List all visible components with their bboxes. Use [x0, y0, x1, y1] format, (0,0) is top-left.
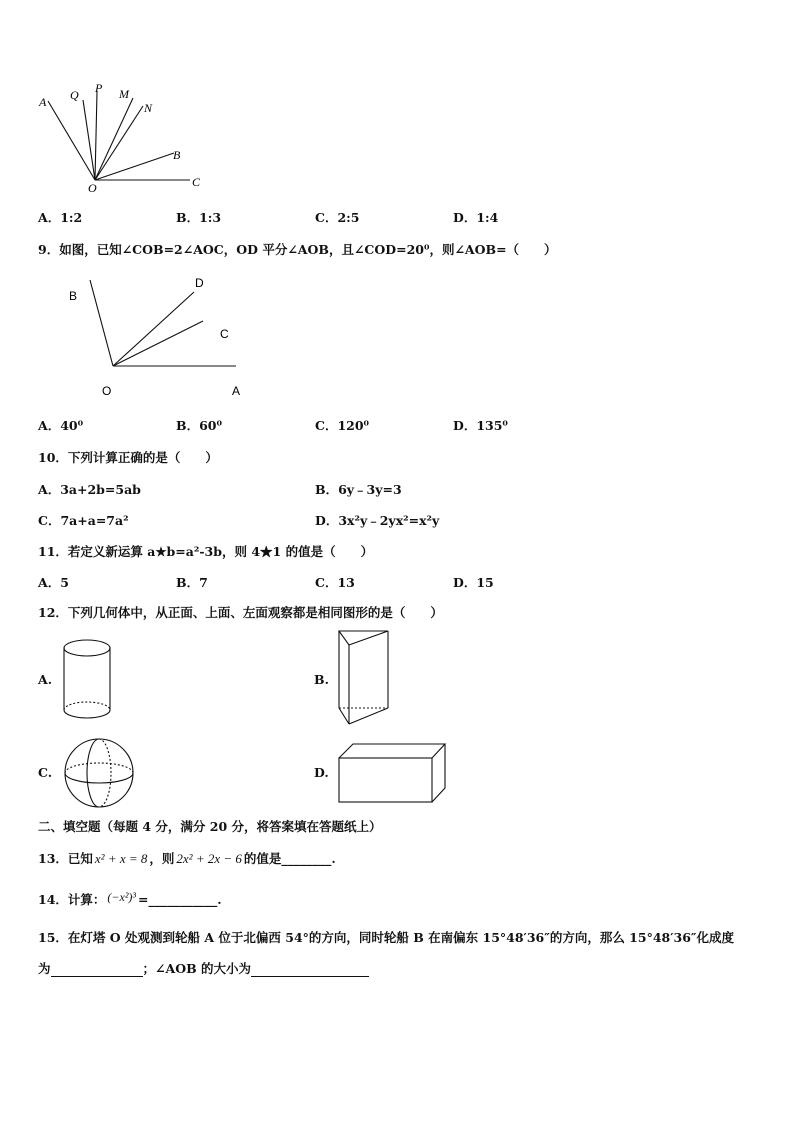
cuboid-figure	[337, 742, 449, 806]
label-P: P	[95, 81, 103, 95]
q11-stem: 11．若定义新运算 a★b=a²-3b，则 4★1 的值是（ ）	[38, 544, 374, 559]
q8-option-b[interactable]: B．1:3	[176, 210, 222, 225]
label-O: O	[88, 181, 97, 195]
q14-line	[38, 890, 222, 908]
q12-option-d[interactable]: D.	[314, 765, 329, 780]
label-C: C	[220, 327, 229, 341]
q11-option-b[interactable]: B．7	[176, 575, 208, 590]
label-Q: Q	[70, 88, 79, 102]
label-N: N	[144, 101, 153, 115]
angle-aob-answer-blank[interactable]	[251, 964, 369, 977]
ray-OP	[95, 92, 97, 180]
q14-expr: (−x²)³	[107, 890, 137, 904]
label-B: B	[69, 289, 78, 303]
q9-option-a[interactable]: A．40⁰	[38, 418, 84, 433]
q12-option-a[interactable]: A.	[38, 672, 53, 687]
label-B: B	[173, 148, 181, 162]
q8-angle-figure	[30, 78, 220, 198]
ray-OD	[113, 292, 194, 366]
label-O: O	[102, 384, 112, 398]
q9-option-c[interactable]: C．120⁰	[315, 418, 370, 433]
label-A: A	[39, 95, 47, 109]
ray-OA	[48, 101, 95, 180]
q9-stem: 9．如图，已知∠COB=2∠AOC，OD 平分∠AOB，且∠COD=20⁰，则∠AOB=（ ）	[38, 242, 557, 257]
q13-expr1: x² + x = 8	[94, 851, 148, 866]
q13-line	[38, 849, 336, 867]
label-M: M	[119, 87, 129, 101]
ray-OM	[95, 98, 133, 180]
q12-stem: 12．下列几何体中，从正面、上面、左面观察都是相同图形的是（ ）	[38, 605, 443, 620]
q13-suffix: 的值是________.	[243, 851, 336, 866]
cylinder-figure	[62, 638, 114, 722]
q10-stem: 10．下列计算正确的是（ ）	[38, 450, 218, 465]
q15-line2	[38, 959, 369, 977]
q8-option-a[interactable]: A．1:2	[38, 210, 83, 225]
ray-OC	[113, 321, 203, 366]
ray-OQ	[83, 100, 95, 180]
q9-angle-figure	[60, 270, 260, 400]
sphere-figure	[62, 736, 136, 810]
label-C: C	[192, 175, 201, 189]
ray-OB	[95, 153, 174, 180]
q11-option-c[interactable]: C．13	[315, 575, 355, 590]
q14-suffix: =___________.	[138, 892, 222, 907]
label-A: A	[232, 384, 241, 398]
q8-option-c[interactable]: C．2:5	[315, 210, 360, 225]
section-heading: 二、填空题（每题 4 分，满分 20 分，将答案填在答题纸上）	[38, 819, 382, 834]
q12-option-c[interactable]: C.	[38, 765, 53, 780]
q13-middle: ，则	[149, 851, 175, 866]
q15-line2-prefix: 为	[38, 961, 51, 976]
q8-option-d[interactable]: D．1:4	[453, 210, 499, 225]
q11-option-a[interactable]: A．5	[38, 575, 69, 590]
ray-ON	[95, 106, 143, 180]
q9-option-d[interactable]: D．135⁰	[453, 418, 508, 433]
q15-line2-middle: ；∠AOB 的大小为	[142, 961, 251, 976]
label-D: D	[195, 276, 204, 290]
q10-option-a[interactable]: A．3a+2b=5ab	[38, 482, 141, 497]
ray-OB	[90, 280, 113, 366]
q12-option-b[interactable]: B.	[314, 672, 329, 687]
q14-prefix: 14．计算：	[38, 892, 106, 907]
q15-line1: 15．在灯塔 O 处观测到轮船 A 位于北偏西 54°的方向，同时轮船 B 在南偏东 15°48′36″的方向，那么 15°48′36″化成度	[38, 930, 734, 945]
q10-option-b[interactable]: B．6y﹣3y=3	[315, 482, 402, 497]
q10-option-c[interactable]: C．7a+a=7a²	[38, 513, 129, 528]
q10-option-d[interactable]: D．3x²y﹣2yx²=x²y	[315, 513, 440, 528]
triangular-prism-figure	[336, 628, 396, 728]
q13-expr2: 2x² + 2x − 6	[176, 851, 242, 866]
q9-option-b[interactable]: B．60⁰	[176, 418, 222, 433]
q11-option-d[interactable]: D．15	[453, 575, 494, 590]
q13-prefix: 13．已知	[38, 851, 93, 866]
degree-answer-blank[interactable]	[51, 964, 143, 977]
